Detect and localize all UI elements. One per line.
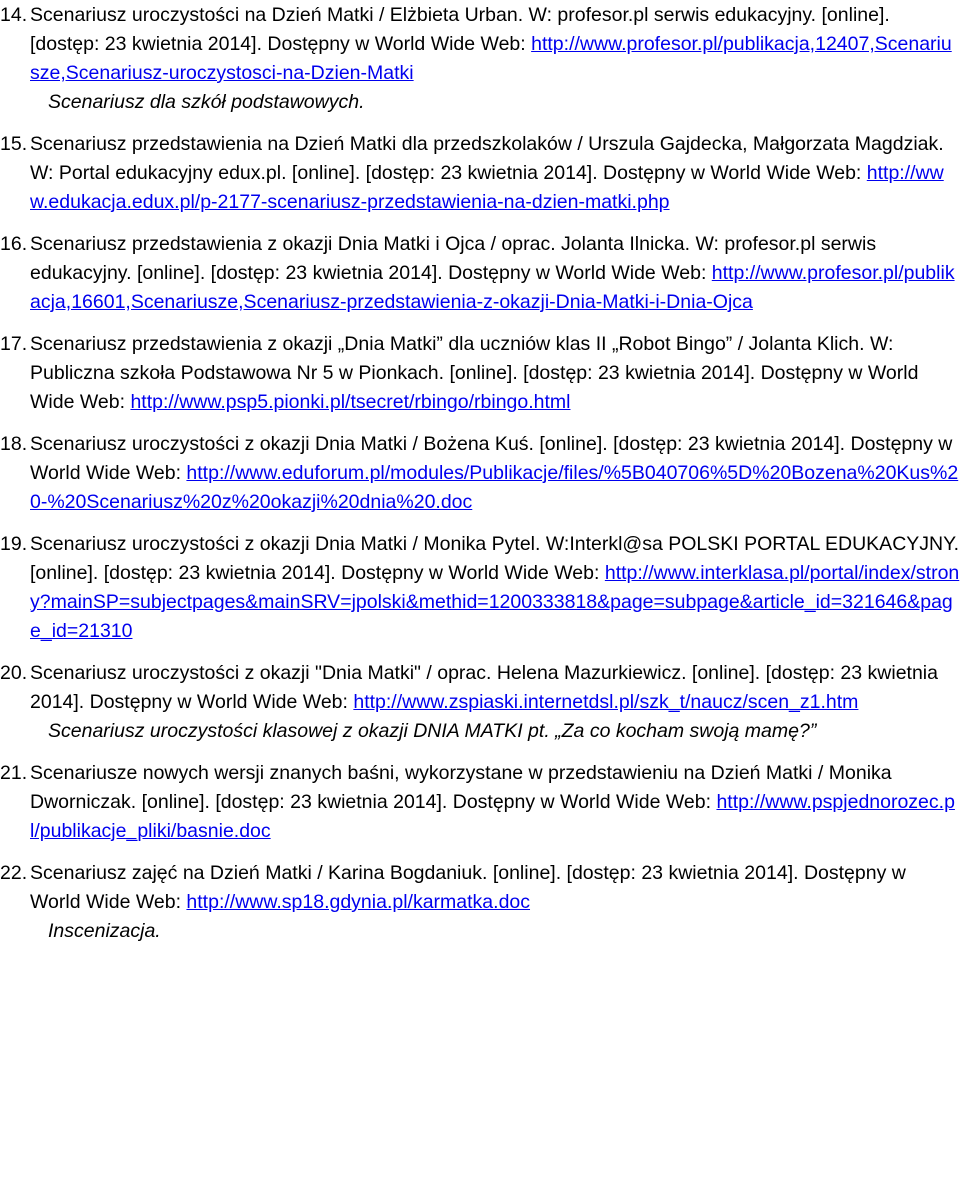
entry-citation: Scenariusz zajęć na Dzień Matki / Karina Bogdaniuk. [online]. [dostęp: 23 kwietnia 2014]. Dostępny w World Wide Web: (30, 862, 906, 913)
entry-number: 20. (0, 662, 28, 684)
entry-link[interactable]: http://www.edukacja.edux.pl/p-2177-scenariusz-przedstawienia-na-dzien-matki.php (30, 162, 944, 213)
bibliography-entry-19 (0, 530, 960, 646)
entry-link[interactable]: http://www.pspjednorozec.pl/publikacje_pliki/basnie.doc (30, 791, 955, 842)
entry-note: Inscenizacja. (48, 920, 161, 942)
entry-citation: Scenariusz przedstawienia z okazji Dnia Matki i Ojca / oprac. Jolanta Ilnicka. W: profesor.pl serwis edukacyjny. [online]. [dostęp: 23 kwietnia 2014]. Dostępny w World Wide Web: (30, 233, 877, 284)
bibliography-entry-20 (0, 659, 960, 717)
entry-number: 15. (0, 133, 28, 155)
entry-citation: Scenariusze nowych wersji znanych baśni, wykorzystane w przedstawieniu na Dzień Matki / Monika Dworniczak. [online]. [dostęp: 23 kwietnia 2014]. Dostępny w World Wide Web: (30, 762, 892, 813)
entry-number: 17. (0, 333, 28, 355)
entry-number: 16. (0, 233, 28, 255)
entry-citation: Scenariusz przedstawienia z okazji „Dnia Matki” dla uczniów klas II „Robot Bingo” / Jolanta Klich. W: Publiczna szkoła Podstawowa Nr 5 w Pionkach. [online]. [dostęp: 23 kwietnia 2014]. Dostępny w World Wide Web: (30, 333, 919, 413)
entry-citation: Scenariusz uroczystości z okazji "Dnia Matki" / oprac. Helena Mazurkiewicz. [online]. [dostęp: 23 kwietnia 2014]. Dostępny w World Wide Web: (30, 662, 938, 713)
entry-link[interactable]: http://www.sp18.gdynia.pl/karmatka.doc (186, 891, 531, 913)
bibliography-entry-15 (0, 130, 960, 217)
entry-link[interactable]: http://www.profesor.pl/publikacja,16601,Scenariusze,Scenariusz-przedstawienia-z-okazji-Dnia-Matki-i-Dnia-Ojca (30, 262, 955, 313)
bibliography-entry-22 (0, 859, 960, 917)
bibliography-entry-14 (0, 1, 960, 88)
entry-number: 14. (0, 4, 28, 26)
bibliography-entry-17 (0, 330, 960, 417)
entry-number: 18. (0, 433, 28, 455)
bibliography-entry-16 (0, 230, 960, 317)
entry-number: 19. (0, 533, 28, 555)
entry-citation: Scenariusz uroczystości na Dzień Matki / Elżbieta Urban. W: profesor.pl serwis edukacyjny. [online]. [dostęp: 23 kwietnia 2014]. Dostępny w World Wide Web: (30, 4, 890, 55)
entry-link[interactable]: http://www.psp5.pionki.pl/tsecret/rbingo/rbingo.html (130, 391, 571, 413)
entry-note: Scenariusz uroczystości klasowej z okazji DNIA MATKI pt. „Za co kocham swoją mamę?” (48, 720, 817, 742)
entry-number: 21. (0, 762, 28, 784)
entry-number: 22. (0, 862, 28, 884)
entry-link[interactable]: http://www.zspiaski.internetdsl.pl/szk_t/naucz/scen_z1.htm (353, 691, 859, 713)
entry-link[interactable]: http://www.eduforum.pl/modules/Publikacje/files/%5B040706%5D%20Bozena%20Kus%20-%20Scenariusz%20z%20okazji%20dnia%20.doc (30, 462, 959, 513)
entry-link[interactable]: http://www.interklasa.pl/portal/index/strony?mainSP=subjectpages&mainSRV=jpolski&methid=1200333818&page=subpage&article_id=321646&page_id=21310 (30, 562, 960, 642)
entry-link[interactable]: http://www.profesor.pl/publikacja,12407,Scenariusze,Scenariusz-uroczystosci-na-Dzien-Matki (30, 33, 952, 84)
entry-citation: Scenariusz przedstawienia na Dzień Matki dla przedszkolaków / Urszula Gajdecka, Małgorzata Magdziak. W: Portal edukacyjny edux.pl. [online]. [dostęp: 23 kwietnia 2014]. Dostępny w World Wide Web: (30, 133, 944, 184)
entry-citation: Scenariusz uroczystości z okazji Dnia Matki / Bożena Kuś. [online]. [dostęp: 23 kwietnia 2014]. Dostępny w World Wide Web: (30, 433, 953, 484)
entry-note: Scenariusz dla szkół podstawowych. (48, 91, 365, 113)
entry-citation: Scenariusz uroczystości z okazji Dnia Matki / Monika Pytel. W:Interkl@sa POLSKI PORTAL EDUKACYJNY. [online]. [dostęp: 23 kwietnia 2014]. Dostępny w World Wide Web: (30, 533, 960, 584)
bibliography-entry-21 (0, 759, 960, 846)
bibliography-entry-18 (0, 430, 960, 517)
